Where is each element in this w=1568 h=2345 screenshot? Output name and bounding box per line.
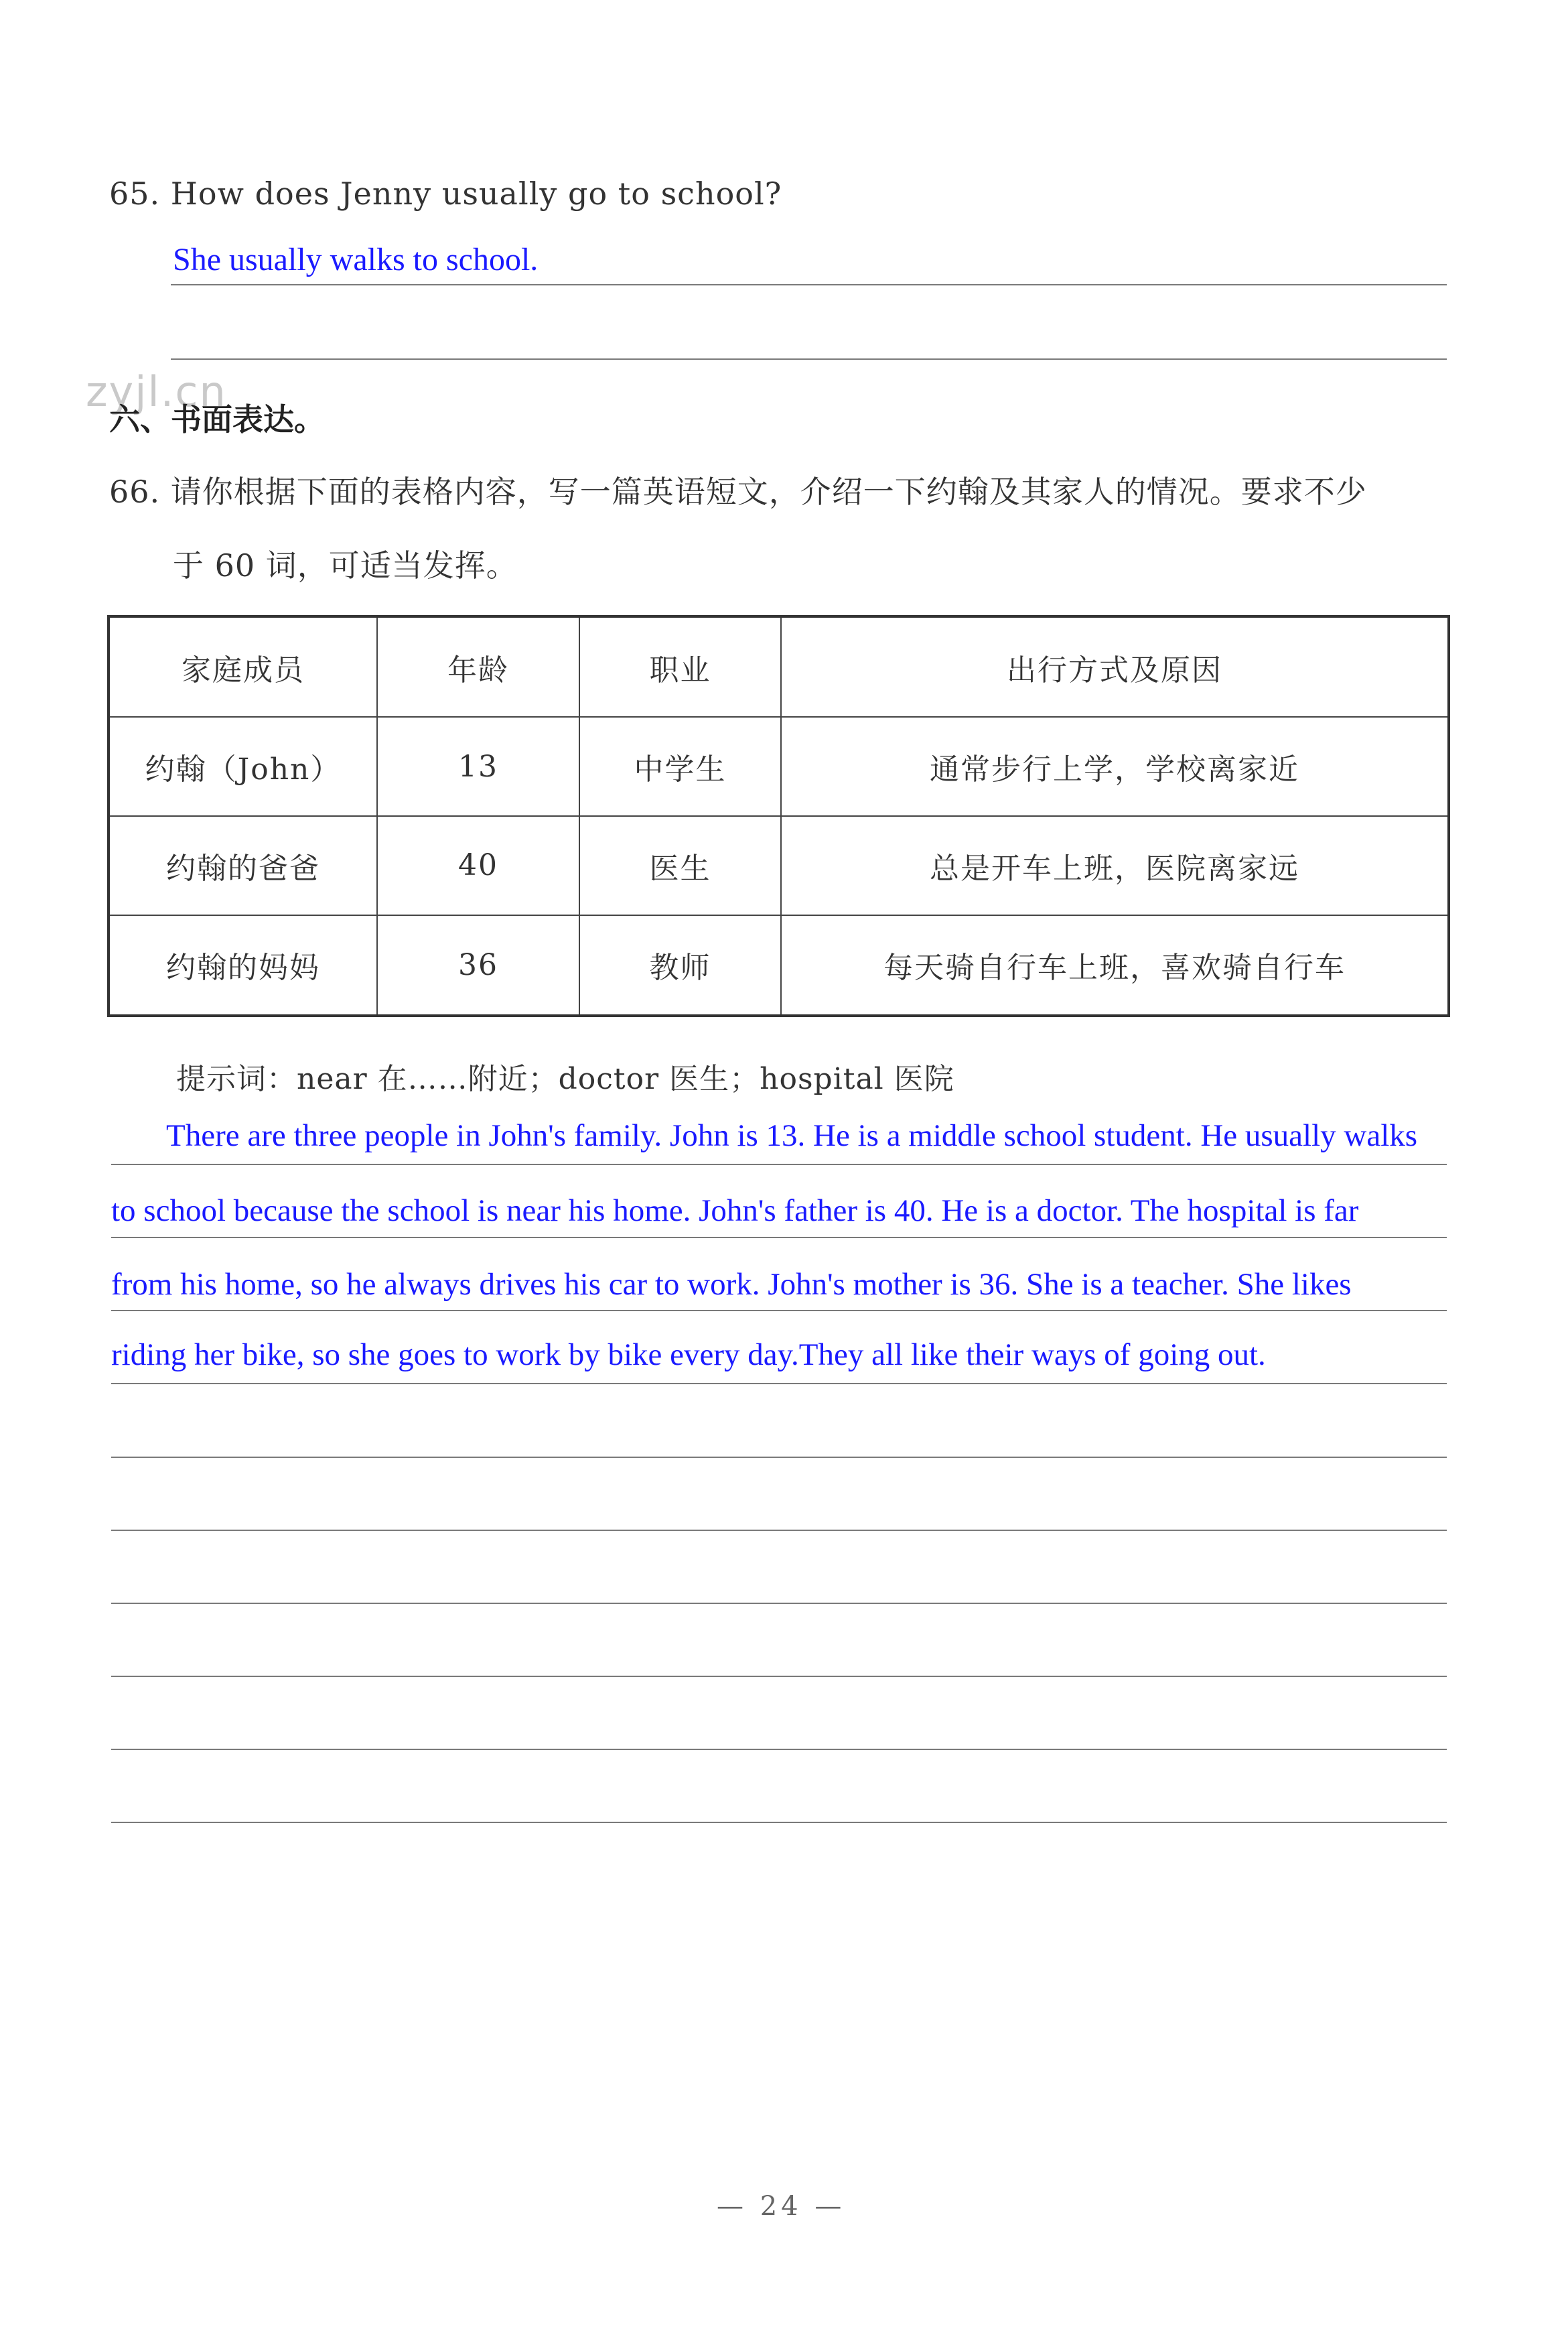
answer-65: She usually walks to school.	[173, 242, 539, 277]
essay-line: riding her bike, so she goes to work by bike every day.They all like their ways of going out.	[111, 1337, 1266, 1372]
writing-line	[111, 1603, 1447, 1604]
question-65: 65. How does Jenny usually go to school?	[109, 176, 782, 212]
table-cell: 40	[377, 816, 579, 915]
family-info-table	[107, 615, 1450, 1017]
essay-line: There are three people in John's family. John is 13. He is a middle school student. He usually walks	[166, 1118, 1418, 1153]
hint-words: 提示词：near 在……附近；doctor 医生；hospital 医院	[176, 1062, 954, 1096]
table-cell: 36	[377, 915, 579, 1016]
table-cell: 医生	[579, 816, 781, 915]
table-row	[109, 717, 1449, 816]
question-66-prompt-cont: 于 60 词，可适当发挥。	[173, 547, 518, 584]
table-cell: 总是开车上班，医院离家远	[781, 816, 1449, 915]
table-cell: 每天骑自行车上班，喜欢骑自行车	[781, 915, 1449, 1016]
answer-line	[171, 358, 1447, 360]
table-header: 职业	[579, 616, 781, 717]
table-cell: 约翰的爸爸	[109, 816, 377, 915]
table-row	[109, 816, 1449, 915]
writing-line	[111, 1164, 1447, 1165]
section-title: 六、书面表达。	[109, 401, 325, 438]
watermark: zyjl.cn	[86, 367, 227, 416]
table-cell: 教师	[579, 915, 781, 1016]
writing-line	[111, 1457, 1447, 1458]
writing-line	[111, 1822, 1447, 1823]
writing-line	[111, 1676, 1447, 1677]
writing-line	[111, 1749, 1447, 1750]
answer-line	[171, 284, 1447, 285]
table-header: 年龄	[377, 616, 579, 717]
table-cell: 中学生	[579, 717, 781, 816]
writing-line	[111, 1237, 1447, 1238]
writing-line	[111, 1530, 1447, 1531]
table-cell: 通常步行上学，学校离家近	[781, 717, 1449, 816]
question-66-prompt: 66. 请你根据下面的表格内容，写一篇英语短文，介绍一下约翰及其家人的情况。要求不少	[109, 474, 1367, 510]
essay-line: from his home, so he always drives his car to work. John's mother is 36. She is a teacher. She likes	[111, 1267, 1352, 1302]
writing-line	[111, 1383, 1447, 1384]
table-header-row	[109, 616, 1449, 717]
table-row	[109, 915, 1449, 1016]
writing-line	[111, 1310, 1447, 1311]
essay-line: to school because the school is near his home. John's father is 40. He is a doctor. The hospital is far	[111, 1193, 1359, 1228]
table-cell: 约翰的妈妈	[109, 915, 377, 1016]
table-cell: 约翰（John）	[109, 717, 377, 816]
table-cell: 13	[377, 717, 579, 816]
table-header: 家庭成员	[109, 616, 377, 717]
page-number: — 24 —	[717, 2191, 846, 2222]
table-header: 出行方式及原因	[781, 616, 1449, 717]
